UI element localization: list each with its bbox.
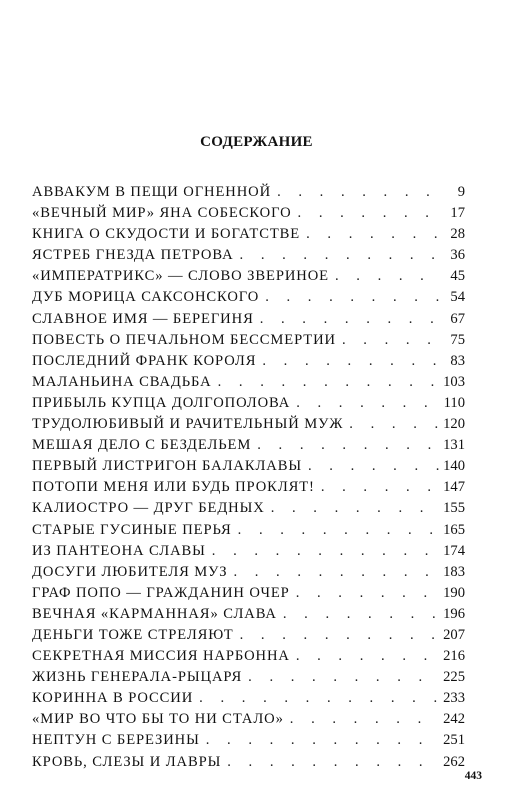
toc-entry-title: «МИР ВО ЧТО БЫ ТО НИ СТАЛО» bbox=[32, 711, 284, 728]
toc-entry-page: 262 bbox=[443, 753, 465, 770]
dot-leader bbox=[296, 393, 439, 414]
dot-leader bbox=[271, 498, 439, 519]
toc-entry-title: МЕШАЯ ДЕЛО С БЕЗДЕЛЬЕМ bbox=[32, 437, 252, 454]
toc-entry bbox=[32, 435, 465, 456]
toc-entry-page: 75 bbox=[450, 331, 465, 348]
toc-entry-title: ТРУДОЛЮБИВЫЙ И РАЧИТЕЛЬНЫЙ МУЖ bbox=[32, 416, 344, 433]
dot-leader bbox=[206, 730, 439, 751]
toc-entry bbox=[32, 393, 465, 414]
dot-leader bbox=[290, 709, 439, 730]
toc-entry-page: 242 bbox=[443, 711, 465, 728]
dot-leader bbox=[308, 456, 439, 477]
toc-entry-page: 147 bbox=[443, 479, 465, 496]
toc-entry-page: 216 bbox=[443, 648, 465, 665]
toc-entry-title: ПРИБЫЛЬ КУПЦА ДОЛГОПОЛОВА bbox=[32, 394, 291, 411]
dot-leader bbox=[233, 562, 439, 583]
page-title: СОДЕРЖАНИЕ bbox=[200, 134, 313, 150]
dot-leader bbox=[283, 604, 439, 625]
toc-entry-page: 131 bbox=[443, 437, 465, 454]
toc-entry-title: ПЕРВЫЙ ЛИСТРИГОН БАЛАКЛАВЫ bbox=[32, 458, 302, 475]
toc-entry-page: 174 bbox=[443, 542, 465, 559]
toc-entry-page: 45 bbox=[450, 268, 465, 285]
dot-leader bbox=[260, 309, 439, 330]
toc-entry-page: 196 bbox=[443, 605, 465, 622]
toc-entry bbox=[32, 520, 465, 541]
toc-entry bbox=[32, 456, 465, 477]
dot-leader bbox=[349, 414, 439, 435]
dot-leader bbox=[265, 287, 439, 308]
toc-entry-title: ПОСЛЕДНИЙ ФРАНК КОРОЛЯ bbox=[32, 352, 257, 369]
toc-entry bbox=[32, 730, 465, 751]
toc-entry-title: ДЕНЬГИ ТОЖЕ СТРЕЛЯЮТ bbox=[32, 626, 234, 643]
toc-entry bbox=[32, 287, 465, 308]
dot-leader bbox=[298, 203, 439, 224]
toc-entry-title: ДУБ МОРИЦА САКСОНСКОГО bbox=[32, 289, 260, 306]
toc-entry-title: ЯСТРЕБ ГНЕЗДА ПЕТРОВА bbox=[32, 247, 234, 264]
toc-entry bbox=[32, 709, 465, 730]
dot-leader bbox=[306, 224, 439, 245]
toc-entry bbox=[32, 562, 465, 583]
toc-entry-title: ПОТОПИ МЕНЯ ИЛИ БУДЬ ПРОКЛЯТ! bbox=[32, 479, 315, 496]
toc-entry-page: 17 bbox=[450, 205, 465, 222]
toc-entry bbox=[32, 372, 465, 393]
toc-entry bbox=[32, 688, 465, 709]
toc-entry-page: 120 bbox=[443, 416, 465, 433]
dot-leader bbox=[212, 541, 439, 562]
toc-entry bbox=[32, 266, 465, 287]
toc-entry bbox=[32, 224, 465, 245]
toc-entry bbox=[32, 646, 465, 667]
dot-leader bbox=[296, 646, 439, 667]
dot-leader bbox=[240, 625, 439, 646]
toc-entry-page: 103 bbox=[443, 373, 465, 390]
toc-entry-title: КОРИННА В РОССИИ bbox=[32, 690, 194, 707]
toc-entry-page: 110 bbox=[443, 394, 465, 411]
toc-entry-title: КРОВЬ, СЛЕЗЫ И ЛАВРЫ bbox=[32, 753, 222, 770]
toc-entry-page: 28 bbox=[450, 226, 465, 243]
toc-entry-page: 54 bbox=[450, 289, 465, 306]
toc-entry bbox=[32, 625, 465, 646]
toc-entry bbox=[32, 203, 465, 224]
toc-entry bbox=[32, 583, 465, 604]
toc-entry bbox=[32, 245, 465, 266]
toc-entry-page: 251 bbox=[443, 732, 465, 749]
toc-entry-title: «ИМПЕРАТРИКС» — СЛОВО ЗВЕРИНОЕ bbox=[32, 268, 329, 285]
dot-leader bbox=[335, 266, 439, 287]
toc-entry-page: 225 bbox=[443, 669, 465, 686]
toc-entry-page: 83 bbox=[450, 352, 465, 369]
toc-entry-title: СТАРЫЕ ГУСИНЫЕ ПЕРЬЯ bbox=[32, 521, 232, 538]
dot-leader bbox=[238, 520, 439, 541]
toc-entry-page: 165 bbox=[443, 521, 465, 538]
toc-entry-page: 207 bbox=[443, 626, 465, 643]
toc-entry-title: ГРАФ ПОПО — ГРАЖДАНИН ОЧЕР bbox=[32, 584, 290, 601]
toc-entry-title: НЕПТУН С БЕРЕЗИНЫ bbox=[32, 732, 200, 749]
toc-entry-title: МАЛАНЬИНА СВАДЬБА bbox=[32, 373, 212, 390]
toc-entry bbox=[32, 498, 465, 519]
toc-entry-page: 67 bbox=[450, 310, 465, 327]
toc-entry bbox=[32, 541, 465, 562]
toc-entry bbox=[32, 667, 465, 688]
toc-entry bbox=[32, 414, 465, 435]
toc-entry bbox=[32, 182, 465, 203]
toc-entry-title: АВВАКУМ В ПЕЩИ ОГНЕННОЙ bbox=[32, 184, 272, 200]
toc-entry bbox=[32, 477, 465, 498]
toc-entry-page: 190 bbox=[443, 584, 465, 601]
toc-entry-page: 183 bbox=[443, 563, 465, 580]
toc-entry bbox=[32, 351, 465, 372]
dot-leader bbox=[257, 435, 439, 456]
toc-entry-title: ИЗ ПАНТЕОНА СЛАВЫ bbox=[32, 542, 206, 559]
toc-entry-page: 155 bbox=[443, 500, 465, 517]
toc-entry-title: ЖИЗНЬ ГЕНЕРАЛА-РЫЦАРЯ bbox=[32, 669, 243, 686]
dot-leader bbox=[321, 477, 439, 498]
dot-leader bbox=[240, 245, 439, 266]
toc-entry bbox=[32, 752, 465, 773]
dot-leader bbox=[342, 330, 439, 351]
toc-entry bbox=[32, 604, 465, 625]
toc-entry-title: КНИГА О СКУДОСТИ И БОГАТСТВЕ bbox=[32, 226, 301, 243]
dot-leader bbox=[227, 752, 439, 773]
dot-leader bbox=[199, 688, 439, 709]
toc-entry-title: «ВЕЧНЫЙ МИР» ЯНА СОБЕСКОГО bbox=[32, 205, 292, 222]
toc-entry-title: СЕКРЕТНАЯ МИССИЯ НАРБОННА bbox=[32, 648, 290, 665]
dot-leader bbox=[262, 351, 439, 372]
dot-leader bbox=[296, 583, 439, 604]
dot-leader bbox=[218, 372, 439, 393]
toc-entry-title: ПОВЕСТЬ О ПЕЧАЛЬНОМ БЕССМЕРТИИ bbox=[32, 331, 336, 348]
toc-entry-title: ВЕЧНАЯ «КАРМАННАЯ» СЛАВА bbox=[32, 605, 277, 622]
dot-leader bbox=[277, 182, 439, 203]
toc-entry-title: КАЛИОСТРО — ДРУГ БЕДНЫХ bbox=[32, 500, 265, 517]
toc-entry-page: 36 bbox=[450, 247, 465, 264]
toc-entry-page: 140 bbox=[443, 458, 465, 475]
toc-entry bbox=[32, 309, 465, 330]
toc-entry-page: 233 bbox=[443, 690, 465, 707]
dot-leader bbox=[248, 667, 439, 688]
toc-entry-title: ДОСУГИ ЛЮБИТЕЛЯ МУЗ bbox=[32, 563, 228, 580]
table-of-contents bbox=[32, 182, 465, 773]
toc-entry-page: 9 bbox=[457, 184, 465, 200]
toc-entry-title: СЛАВНОЕ ИМЯ — БЕРЕГИНЯ bbox=[32, 310, 254, 327]
toc-entry bbox=[32, 330, 465, 351]
page-number: 443 bbox=[464, 770, 482, 782]
